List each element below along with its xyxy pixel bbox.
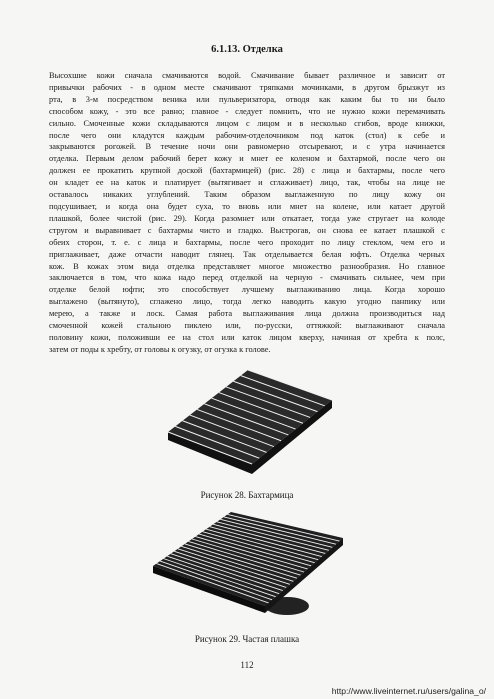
paragraph-line: после чего они кладутся каждым рабочим-отделочником под каток (стол) к себе и [49,130,445,140]
paragraph-line: сильно. Смоченные кожи складываются лицом с лицом и в несколько сгибов, вроде книжки, [49,118,445,128]
figure-29-plashka [147,510,347,626]
watermark-url: http://www.liveinternet.ru/users/galina_o/ [331,686,486,696]
paragraph-line: мерею, а также и лоск. Самая работа выглаживания лица должна производиться над [49,309,445,319]
paragraph-line: рта, в 3-м посредством веника или пульверизатора, отводя как каким бы то ни было [49,94,445,104]
paragraph-line: должен ее прокатить крупной доской (бахтармицей) (рис. 28) с лица и бахтармы, после чего [49,166,445,176]
body-paragraph [49,70,445,356]
page-number: 112 [240,660,254,670]
paragraph-line: привычки рабочих - в одном месте смачивают тряпками мочинками, в другом брызжут из [49,82,445,92]
section-heading: 6.1.13. Отделка [211,44,283,55]
paragraph-line: Высохшие кожи сначала смачиваются водой. Смачивание бывает различное и зависит от [49,71,445,80]
paragraph-line: отделка. Первым делом рабочий берет кожу и мнет ее коленом и бахтармой, после чего он [49,154,445,164]
paragraph-line: выглажено (вытянуто), сглажено лицо, тогда легко наводить какую угодно панпику или [49,297,445,307]
paragraph-line: оставалось никаких углублений. Таким образом выглаженную по лицу кожу он [49,190,445,200]
paragraph-line: приглаживает, даже отчасти наводит глянец. Так отделывается белая юфть. Отделка черных [49,249,445,259]
paragraph-line: смоченной кожей стальною пиклею или, по-русски, оттяжкой: выглаживают сначала [49,321,445,331]
figure-28-caption: Рисунок 28. Бахтармица [200,490,294,500]
paragraph-line: он кладет ее на каток и платирует (вытягивает и сглаживает) лицо, так, чтобы на лице не [49,178,445,188]
figure-29-caption: Рисунок 29. Частая плашка [194,634,300,644]
paragraph-line: кож. В кожах этом вида отделка представляет многое множество разнообразия. Но главное [49,261,445,271]
paragraph-line: половину кожи, положивши ее на стол или каток лицом кверху, начиная от хребта к полс, [49,332,445,342]
paragraph-line: способом кожу, - это все равно; главное - следует помнить, что не нужно кожи перемачивать [49,106,445,116]
paragraph-line: отделке белой юфти; это способствует лучшему выглаживанию лица. Когда хорошо [49,285,445,295]
figure-28-bakhtarmitsa [160,366,340,476]
paragraph-line: подсушивает, и когда она будет суха, то вновь или мнет на колене, или катает другой [49,201,445,211]
paragraph-line: заключается в том, что кожа надо перед отделкой на черную - смачивать сильнее, чем при [49,273,445,283]
paragraph-line: плашкой, более чистой (рис. 29). Когда разомнет или откатает, тогда уже стругает на колоде [49,213,445,223]
paragraph-line: затем от поды к хребту, от головы к огузку, от огузка к голове. [49,344,271,354]
paragraph-line: закрываются рогожей. В течение ночи они равномерно отсыревают, и с утра начинается [49,142,445,152]
paragraph-line: стругом и выравнивает с бахтармы чисто и гладко. Выстрогав, он снова ее катает плашкой с [49,225,445,235]
paragraph-line: обеих сторон, т. е. с лица и бахтармы, после чего проходит по лицу стеклом, чем его и [49,237,445,247]
